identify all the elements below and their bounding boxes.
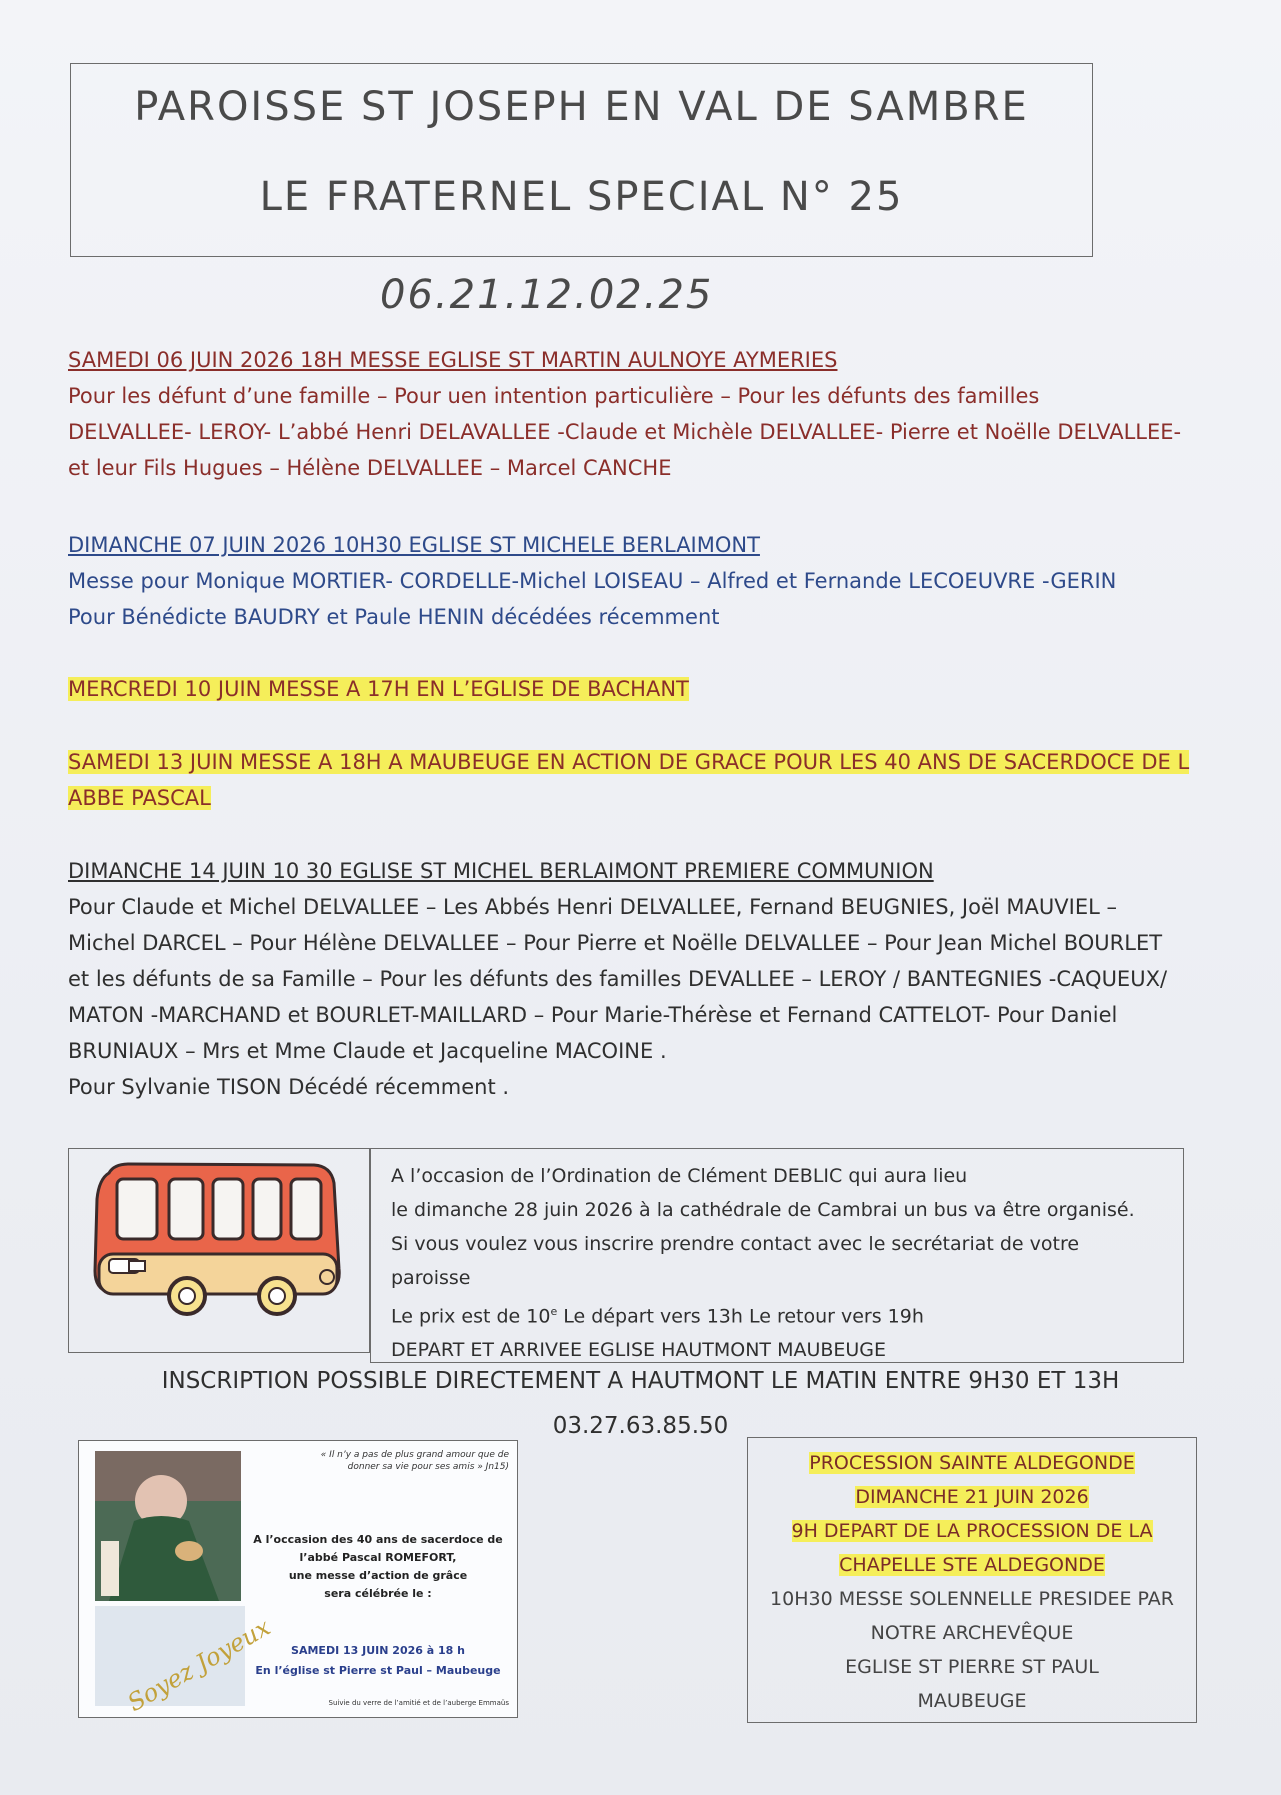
- procession-line: MAUBEUGE: [917, 1690, 1027, 1712]
- flyer-line: sera célébrée le :: [324, 1587, 432, 1600]
- phone-number: 03.27.63.85.50: [552, 1413, 729, 1439]
- issue-date: 06.21.12.02.25: [380, 272, 714, 318]
- price-sup: e: [550, 1305, 558, 1318]
- flyer-line: l’abbé Pascal ROMEFORT,: [299, 1551, 457, 1564]
- anniversary-flyer: [78, 1440, 518, 1718]
- section-line: et les défunts de sa Famille – Pour les défunts des familles DEVALLEE – LEROY / BANTEGNIES -CAQUEUX/: [68, 967, 1168, 991]
- bus-info-line: le dimanche 28 juin 2026 à la cathédrale de Cambrai un bus va être organisé.: [391, 1199, 1135, 1221]
- flyer-place-line: En l’église st Pierre st Paul – Maubeuge: [255, 1664, 501, 1677]
- section-heading: SAMEDI 06 JUIN 2026 18H MESSE EGLISE ST MARTIN AULNOYE AYMERIES: [68, 348, 838, 372]
- procession-line: 9H DEPART DE LA PROCESSION DE LA: [791, 1520, 1153, 1542]
- bus-info-line: Si vous voulez vous inscrire prendre contact avec le secrétariat de votre: [391, 1233, 1080, 1255]
- bus-info-box: [370, 1148, 1184, 1363]
- inscription-line: INSCRIPTION POSSIBLE DIRECTEMENT A HAUTMONT LE MATIN ENTRE 9H30 ET 13H: [161, 1368, 1120, 1394]
- section-line: Pour Claude et Michel DELVALLEE – Les Abbés Henri DELVALLEE, Fernand BEUGNIES, Joël MAUVIEL –: [68, 895, 1117, 919]
- section-line: Pour les défunt d’une famille – Pour uen intention particulière – Pour les défunts des familles: [68, 384, 1040, 408]
- procession-line: NOTRE ARCHEVÊQUE: [870, 1622, 1074, 1644]
- flyer-line: une messe d’action de grâce: [288, 1569, 468, 1582]
- section-line: Pour Bénédicte BAUDRY et Paule HENIN décédées récemment: [68, 605, 720, 629]
- bus-illustration-box: [68, 1148, 370, 1353]
- section-line: MATON -MARCHAND et BOURLET-MAILLARD – Pour Marie-Thérèse et Fernand CATTELOT- Pour Daniel: [68, 1003, 1118, 1027]
- title-box: [70, 63, 1093, 257]
- highlighted-notice: MERCREDI 10 JUIN MESSE A 17H EN L’EGLISE DE BACHANT: [68, 677, 689, 701]
- flyer-date: [247, 1641, 509, 1681]
- procession-line: 10H30 MESSE SOLENNELLE PRESIDEE PAR: [770, 1588, 1174, 1610]
- issue-title: LE FRATERNEL SPECIAL N° 25: [259, 174, 904, 220]
- section-dimanche-07: [68, 527, 1218, 635]
- bus-icon: [69, 1149, 369, 1352]
- section-line: DELVALLEE- LEROY- L’abbé Henri DELAVALLEE -Claude et Michèle DELVALLEE- Pierre et Noëlle DELVALLEE-: [68, 420, 1182, 444]
- procession-line: CHAPELLE STE ALDEGONDE: [839, 1554, 1105, 1576]
- procession-line: EGLISE ST PIERRE ST PAUL: [845, 1656, 1099, 1678]
- highlighted-notice: SAMEDI 13 JUIN MESSE A 18H A MAUBEUGE EN ACTION DE GRACE POUR LES 40 ANS DE SACERDOCE DE L: [68, 750, 1190, 774]
- flyer-line: A l’occasion des 40 ans de sacerdoce de: [253, 1533, 503, 1546]
- bus-info-line: paroisse: [391, 1267, 471, 1289]
- section-samedi-06: [68, 342, 1218, 486]
- section-line: et leur Fils Hugues – Hélène DELVALLEE – Marcel CANCHE: [68, 456, 672, 480]
- procession-date: DIMANCHE 21 JUIN 2026: [855, 1486, 1089, 1508]
- flyer-script-text: Soyez Joyeux: [122, 1612, 276, 1718]
- flyer-footer: Suivie du verre de l’amitié et de l’auberge Emmaüs: [328, 1699, 509, 1707]
- flyer-text: [247, 1531, 509, 1603]
- section-line: Messe pour Monique MORTIER- CORDELLE-Michel LOISEAU – Alfred et Fernande LECOEUVRE -GERIN: [68, 569, 1117, 593]
- highlighted-notice: ABBE PASCAL: [68, 786, 211, 810]
- section-line: Pour Sylvanie TISON Décédé récemment .: [68, 1075, 510, 1099]
- bus-info-line: A l’occasion de l’Ordination de Clément DEBLIC qui aura lieu: [391, 1165, 968, 1187]
- schedule-text: Le départ vers 13h Le retour vers 19h: [557, 1305, 924, 1328]
- section-line: BRUNIAUX – Mrs et Mme Claude et Jacqueline MACOINE .: [68, 1039, 667, 1063]
- section-samedi-13: [68, 744, 1218, 816]
- section-heading: DIMANCHE 14 JUIN 10 30 EGLISE ST MICHEL BERLAIMONT PREMIERE COMMUNION: [68, 859, 934, 883]
- section-dimanche-14: [68, 853, 1218, 1105]
- bus-info-line: DEPART ET ARRIVEE EGLISE HAUTMONT MAUBEUGE: [391, 1339, 887, 1362]
- flyer-quote: « Il n’y a pas de plus grand amour que de donner sa vie pour ses amis » Jn15): [320, 1450, 509, 1472]
- flyer-date-line: SAMEDI 13 JUIN 2026 à 18 h: [291, 1644, 465, 1657]
- price-text: Le prix est de 10: [391, 1305, 551, 1328]
- procession-title: PROCESSION SAINTE ALDEGONDE: [809, 1452, 1135, 1474]
- section-heading: DIMANCHE 07 JUIN 2026 10H30 EGLISE ST MICHELE BERLAIMONT: [68, 533, 760, 557]
- parish-title: PAROISSE ST JOSEPH EN VAL DE SAMBRE: [134, 84, 1029, 130]
- procession-box: [747, 1437, 1197, 1723]
- section-mercredi-10: [68, 671, 1218, 707]
- bus-info-price: [391, 1295, 1163, 1333]
- section-line: Michel DARCEL – Pour Hélène DELVALLEE – Pour Pierre et Noëlle DELVALLEE – Pour Jean Michel BOURLET: [68, 931, 1163, 955]
